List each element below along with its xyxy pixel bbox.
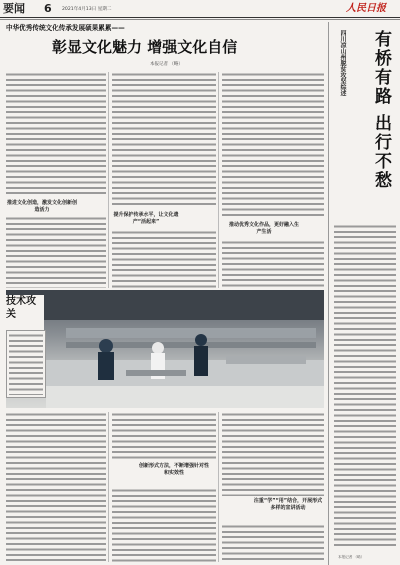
sidebar-kicker: 四川凉山州脱贫攻坚综述 xyxy=(339,30,346,96)
lower-subhead-1: 创新形式方法，不断增强针对性和实效性 xyxy=(138,463,209,476)
article-column-1b xyxy=(6,216,106,288)
article-kicker: 中华优秀传统文化传承发展硕果累累—— xyxy=(6,24,125,32)
article-subhead-2: 提升保护传承水平，让文化遗产“活起来” xyxy=(113,212,179,225)
lower-column-3 xyxy=(222,412,324,496)
page-number: 6 xyxy=(44,2,52,15)
article-byline: 本报记者 （略） xyxy=(150,62,183,67)
sidebar-headline: 有桥有路 出行不愁 xyxy=(371,30,391,190)
article-column-2 xyxy=(112,72,216,208)
article-subhead-3: 推动优秀文化作品，更好融入生产生活 xyxy=(228,222,299,235)
factory-photo xyxy=(6,290,324,408)
newspaper-logo: 人民日报 xyxy=(346,3,386,14)
photo-caption-text xyxy=(9,333,43,395)
section-name: 要闻 xyxy=(3,2,25,15)
photo-label: 技术攻关 xyxy=(6,295,44,339)
article-column-3 xyxy=(222,72,324,218)
factory-scene-illustration xyxy=(6,290,324,408)
lower-column-1 xyxy=(6,412,106,562)
sidebar-footer: 本报记者 （略） xyxy=(338,555,365,559)
lower-subhead-2: 注重“学”“用”结合，开展形式多样的宣讲活动 xyxy=(253,498,323,511)
masthead-rule xyxy=(0,17,400,18)
article-headline: 彰显文化魅力 增强文化自信 xyxy=(52,38,238,56)
column-divider xyxy=(108,412,109,562)
column-divider xyxy=(108,72,109,288)
column-divider xyxy=(218,412,219,562)
masthead-rule-thin xyxy=(0,19,400,20)
article-column-2b xyxy=(112,230,216,288)
article-column-1 xyxy=(6,72,106,196)
sidebar-body xyxy=(334,224,396,548)
lower-column-2b xyxy=(112,488,216,562)
lower-column-3b xyxy=(222,524,324,562)
article-column-3b xyxy=(222,240,324,288)
column-divider xyxy=(218,72,219,288)
article-subhead-1: 推进文化创造，激发文化创新创造活力 xyxy=(6,200,77,213)
lower-column-2 xyxy=(112,412,216,460)
date-line: 2021年4月13日 星期二 xyxy=(62,7,112,12)
photo-caption-box xyxy=(6,330,46,398)
sidebar-divider xyxy=(328,22,329,565)
